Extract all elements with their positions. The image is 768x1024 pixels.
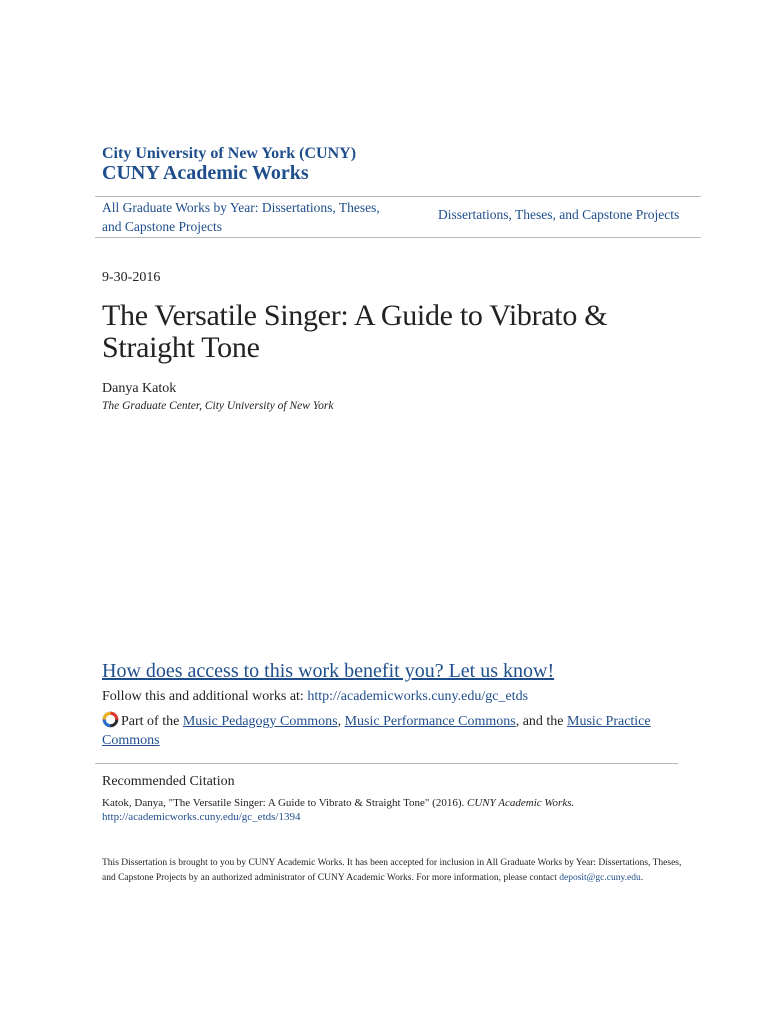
header-divider-bottom [95,237,701,238]
commons-link-music-pedagogy[interactable]: Music Pedagogy Commons [182,714,338,729]
citation-journal: CUNY Academic Works. [467,797,575,809]
commons-and-the: , and the [515,714,568,729]
author-affiliation: The Graduate Center, City University of New York [102,400,334,412]
commons-line [102,711,692,750]
collection-link-dissertations[interactable]: Dissertations, Theses, and Capstone Projects [438,207,680,222]
institution-name[interactable]: City University of New York (CUNY) [102,145,357,162]
commons-separator: , [337,714,345,729]
footer-text: This Dissertation is brought to you by CUNY Academic Works. It has been accepted for inclusion in All Graduate Works by Year: Dissertations, Theses, and Capstone Projects by an authorized administrator of CUNY Academic Works. For more information, please contact [102,858,682,883]
contact-email-link[interactable]: deposit@gc.cuny.edu [559,872,641,883]
footer-end: . [640,872,644,883]
author-name: Danya Katok [102,381,177,396]
citation-heading: Recommended Citation [102,774,235,789]
commons-link-music-practice[interactable]: Music Practice Commons [102,714,651,748]
citation-url-link[interactable]: http://academicworks.cuny.edu/gc_etds/1394 [102,811,301,823]
commons-link-music-performance[interactable]: Music Performance Commons [344,714,516,729]
follow-line [102,689,528,705]
citation-text [102,796,692,824]
publication-date: 9-30-2016 [102,270,161,285]
feedback-link[interactable]: How does access to this work benefit you? Let us know! [102,660,555,682]
header-divider-top [95,196,701,197]
collection-url-link[interactable]: http://academicworks.cuny.edu/gc_etds [307,689,529,704]
repository-name[interactable]: CUNY Academic Works [102,162,309,184]
part-of-label: Part of the [121,714,183,729]
citation-body: Katok, Danya, "The Versatile Singer: A Guide to Vibrato & Straight Tone" (2016). [102,797,467,809]
network-icon [102,711,119,728]
follow-label: Follow this and additional works at: [102,689,308,704]
collection-link-graduate-works[interactable]: All Graduate Works by Year: Dissertations, Theses, and Capstone Projects [102,200,380,234]
footer-note [102,856,692,885]
work-title: The Versatile Singer: A Guide to Vibrato & Straight Tone [102,299,608,364]
citation-divider [95,763,678,764]
